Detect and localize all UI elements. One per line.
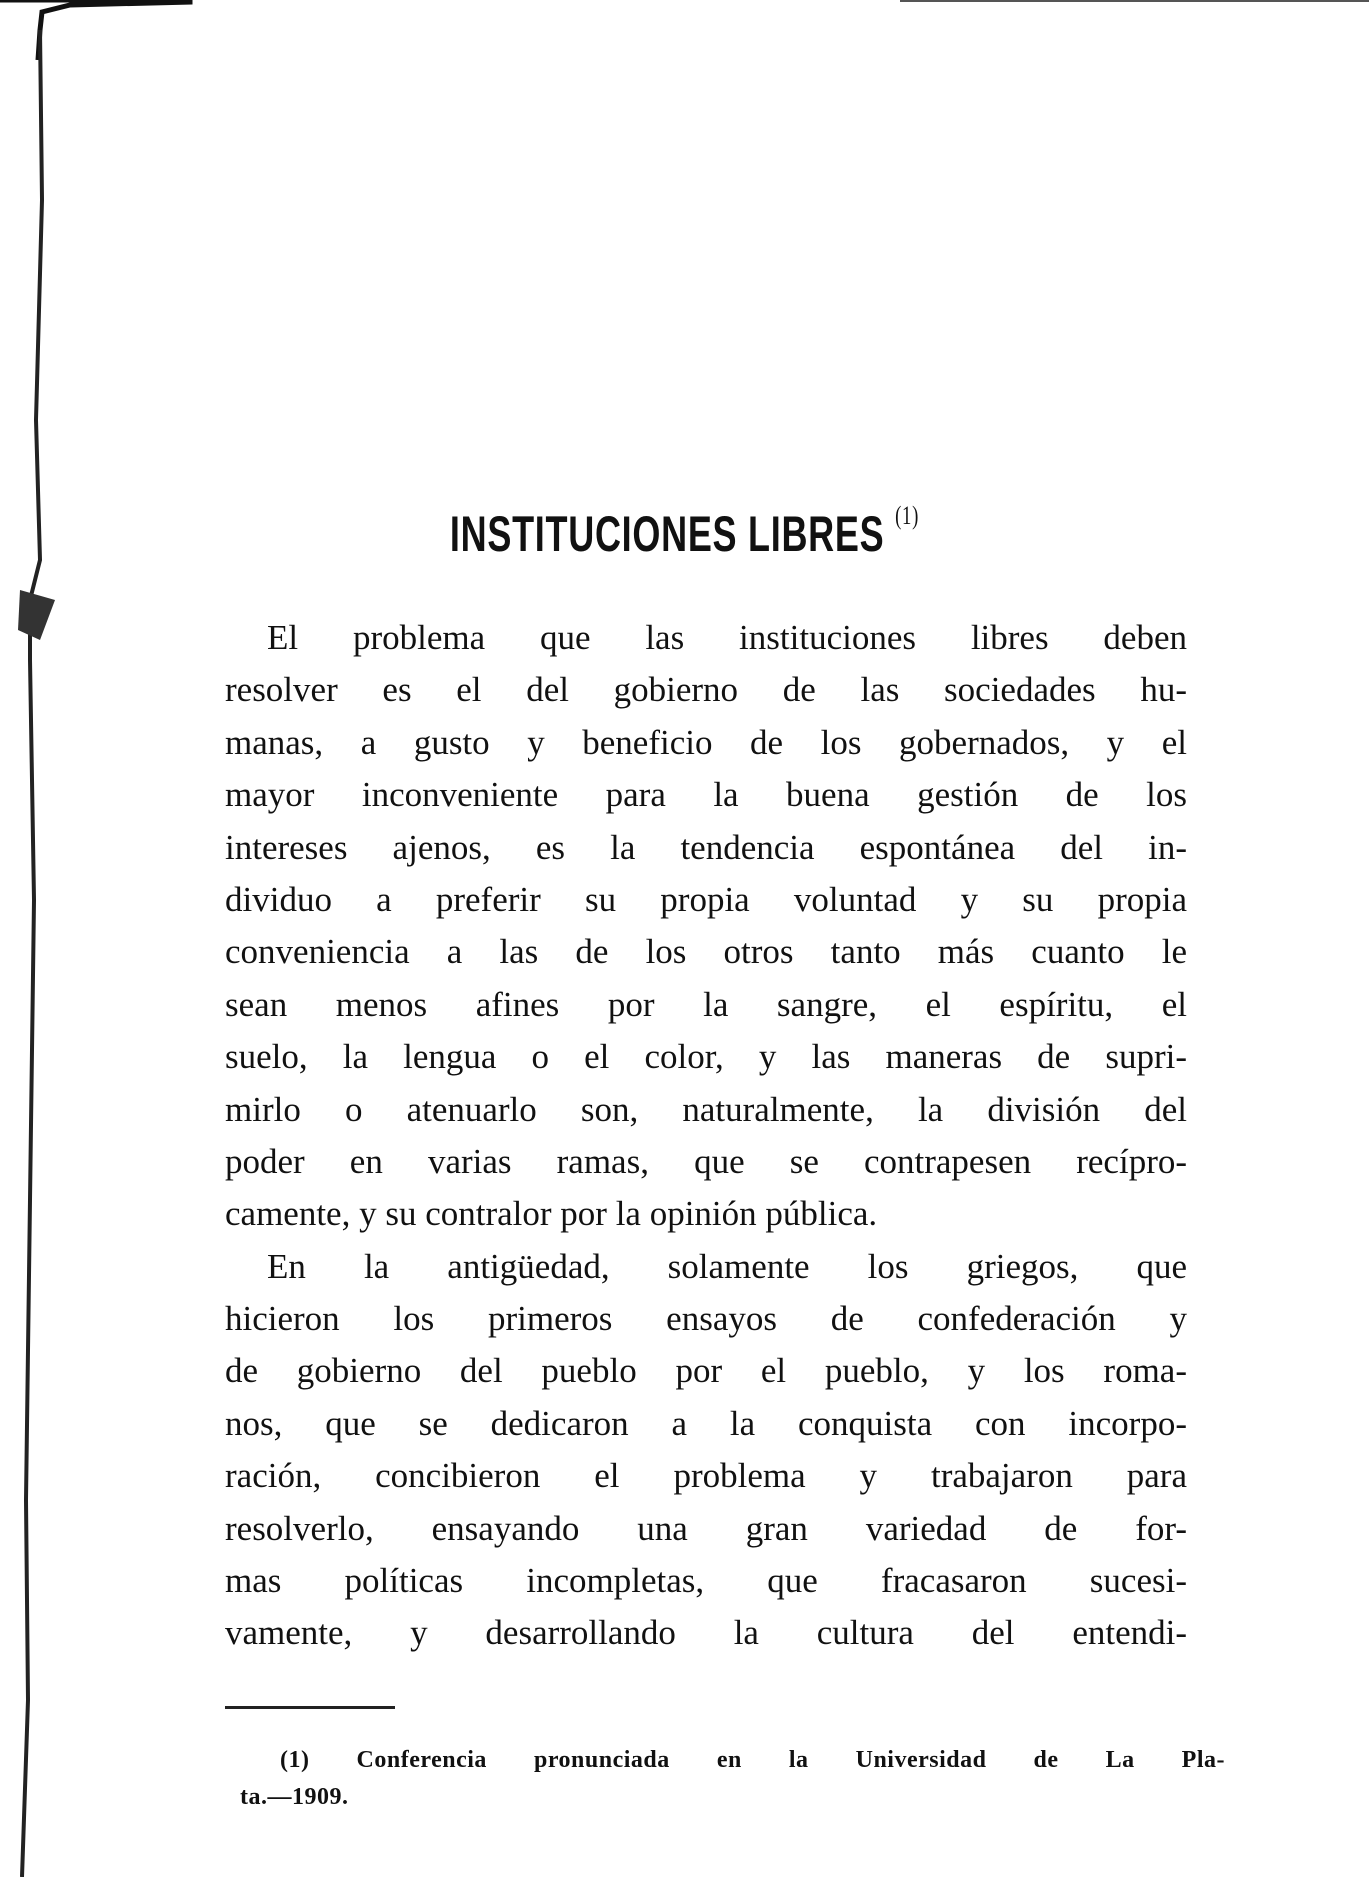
text-line: intereses ajenos, es la tendencia espontánea del in- — [225, 827, 1187, 867]
chapter-title-text: INSTITUCIONES LIBRES — [449, 506, 885, 562]
text-line: camente, y su contralor por la opinión pública. — [225, 1194, 878, 1234]
text-line: hicieron los primeros ensayos de confederación y — [225, 1299, 1187, 1339]
chapter-title — [192, 501, 1178, 563]
text-line: manas, a gusto y beneficio de los gobernados, y el — [225, 722, 1187, 762]
text-line: mayor inconveniente para la buena gestión de los — [225, 775, 1187, 815]
text-line: En la antigüedad, solamente los griegos, que — [267, 1246, 1187, 1286]
text-line: resolverlo, ensayando una gran variedad de for- — [225, 1508, 1187, 1548]
footnote-divider — [225, 1706, 395, 1709]
footnote-reference[interactable]: (1) — [895, 501, 920, 530]
text-line: dividuo a preferir su propia voluntad y su propia — [225, 879, 1187, 919]
footnote-line: ta.—1909. — [240, 1784, 349, 1810]
text-line: mirlo o atenuarlo son, naturalmente, la división del — [225, 1089, 1187, 1129]
text-line: suelo, la lengua o el color, y las maneras de supri- — [225, 1037, 1187, 1077]
text-line: El problema que las instituciones libres deben — [267, 618, 1187, 657]
text-line: sean menos afines por la sangre, el espíritu, el — [225, 984, 1187, 1024]
text-line: conveniencia a las de los otros tanto más cuanto le — [225, 932, 1187, 972]
text-line: poder en varias ramas, que se contrapesen recípro- — [225, 1141, 1187, 1181]
text-line: mas políticas incompletas, que fracasaron sucesi- — [225, 1561, 1187, 1601]
footnote — [240, 1742, 1225, 1816]
text-line: nos, que se dedicaron a la conquista con incorpo- — [225, 1403, 1187, 1443]
paragraph-2 — [225, 1241, 1187, 1660]
footnote-line: (1) Conferencia pronunciada en la Universidad de La Pla- — [280, 1747, 1225, 1773]
paragraph-1 — [225, 612, 1187, 1241]
text-line: vamente, y desarrollando la cultura del entendi- — [225, 1613, 1187, 1653]
text-line: ración, concibieron el problema y trabajaron para — [225, 1456, 1187, 1496]
text-line: resolver es el del gobierno de las sociedades hu- — [225, 670, 1187, 710]
body-text — [225, 612, 1187, 1660]
text-line: de gobierno del pueblo por el pueblo, y los roma- — [225, 1351, 1187, 1391]
